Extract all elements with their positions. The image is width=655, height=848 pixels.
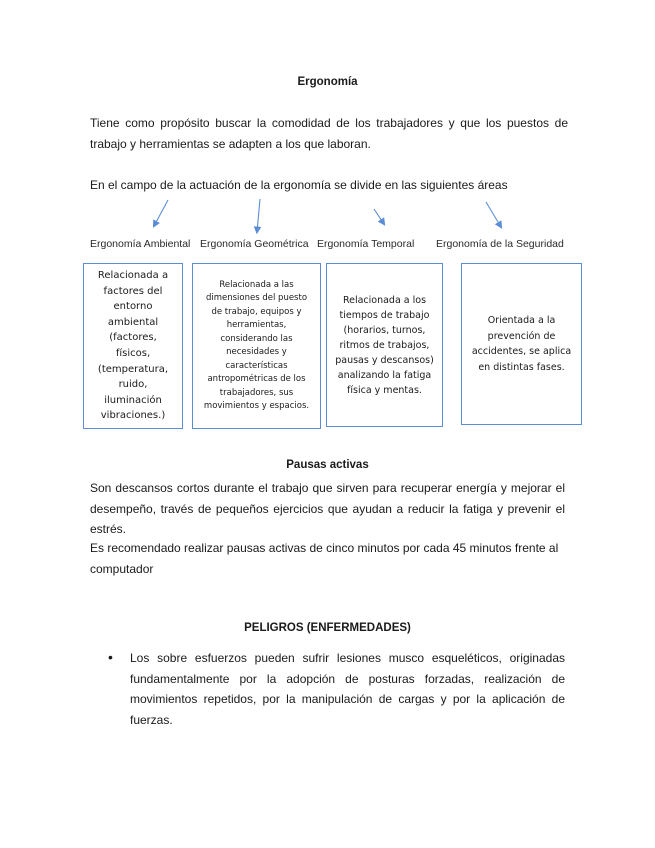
area-box-geometrica bbox=[192, 263, 321, 429]
arrow-seguridad bbox=[486, 202, 501, 227]
area-label-geometrica: Ergonomía Geométrica bbox=[200, 238, 309, 250]
area-box-temporal bbox=[326, 263, 443, 427]
arrow-geometrica bbox=[257, 199, 260, 232]
arrow-ambiental bbox=[154, 200, 168, 226]
area-box-ambiental bbox=[83, 263, 183, 429]
pausas-paragraph-2: Es recomendado realizar pausas activas de cinco minutos por cada 45 minutos frente al computador bbox=[90, 541, 559, 576]
area-desc-geometrica: Relacionada a las dimensiones del puesto de trabajo, equipos y herramientas, considerando las necesidades y características antropométricas de los trabajadores, sus movimientos y espacios. bbox=[203, 279, 310, 411]
area-label-ambiental: Ergonomía Ambiental bbox=[90, 238, 191, 250]
intro-paragraph: Tiene como propósito buscar la comodidad de los trabajadores y que los puestos de trabajo y herramientas se adapten a los que laboran. bbox=[90, 116, 568, 151]
page-title: Ergonomía bbox=[297, 76, 358, 88]
pausas-heading: Pausas activas bbox=[286, 459, 369, 471]
peligros-heading: PELIGROS (ENFERMEDADES) bbox=[244, 622, 411, 634]
bullet-icon: • bbox=[108, 649, 113, 665]
area-desc-temporal: Relacionada a los tiempos de trabajo (horarios, turnos, ritmos de trabajos, pausas y descansos) analizando la fatiga física y mentas. bbox=[335, 294, 434, 396]
area-desc-seguridad: Orientada a la prevención de accidentes, se aplica en distintas fases. bbox=[471, 315, 572, 373]
area-box-seguridad bbox=[461, 263, 582, 425]
areas-intro: En el campo de la actuación de la ergonomía se divide en las siguientes áreas bbox=[90, 178, 508, 192]
peligros-item: Los sobre esfuerzos pueden sufrir lesiones musco esqueléticos, originadas fundamentalmente por la adopción de posturas forzadas, realización de movimientos repetidos, por la manipulación de cargas y por la aplicación de fuerzas. bbox=[130, 651, 565, 727]
area-label-temporal: Ergonomía Temporal bbox=[317, 238, 415, 250]
area-desc-ambiental: Relacionada a factores del entorno ambiental (factores, físicos, (temperatura, ruido, iluminación vibraciones.) bbox=[97, 270, 169, 422]
pausas-paragraph-1: Son descansos cortos durante el trabajo que sirven para recuperar energía y mejorar el desempeño, través de pequeños ejercicios que ayudan a reducir la fatiga y prevenir el estrés. bbox=[90, 481, 565, 536]
arrow-temporal bbox=[374, 209, 384, 224]
area-label-seguridad: Ergonomía de la Seguridad bbox=[436, 238, 564, 250]
